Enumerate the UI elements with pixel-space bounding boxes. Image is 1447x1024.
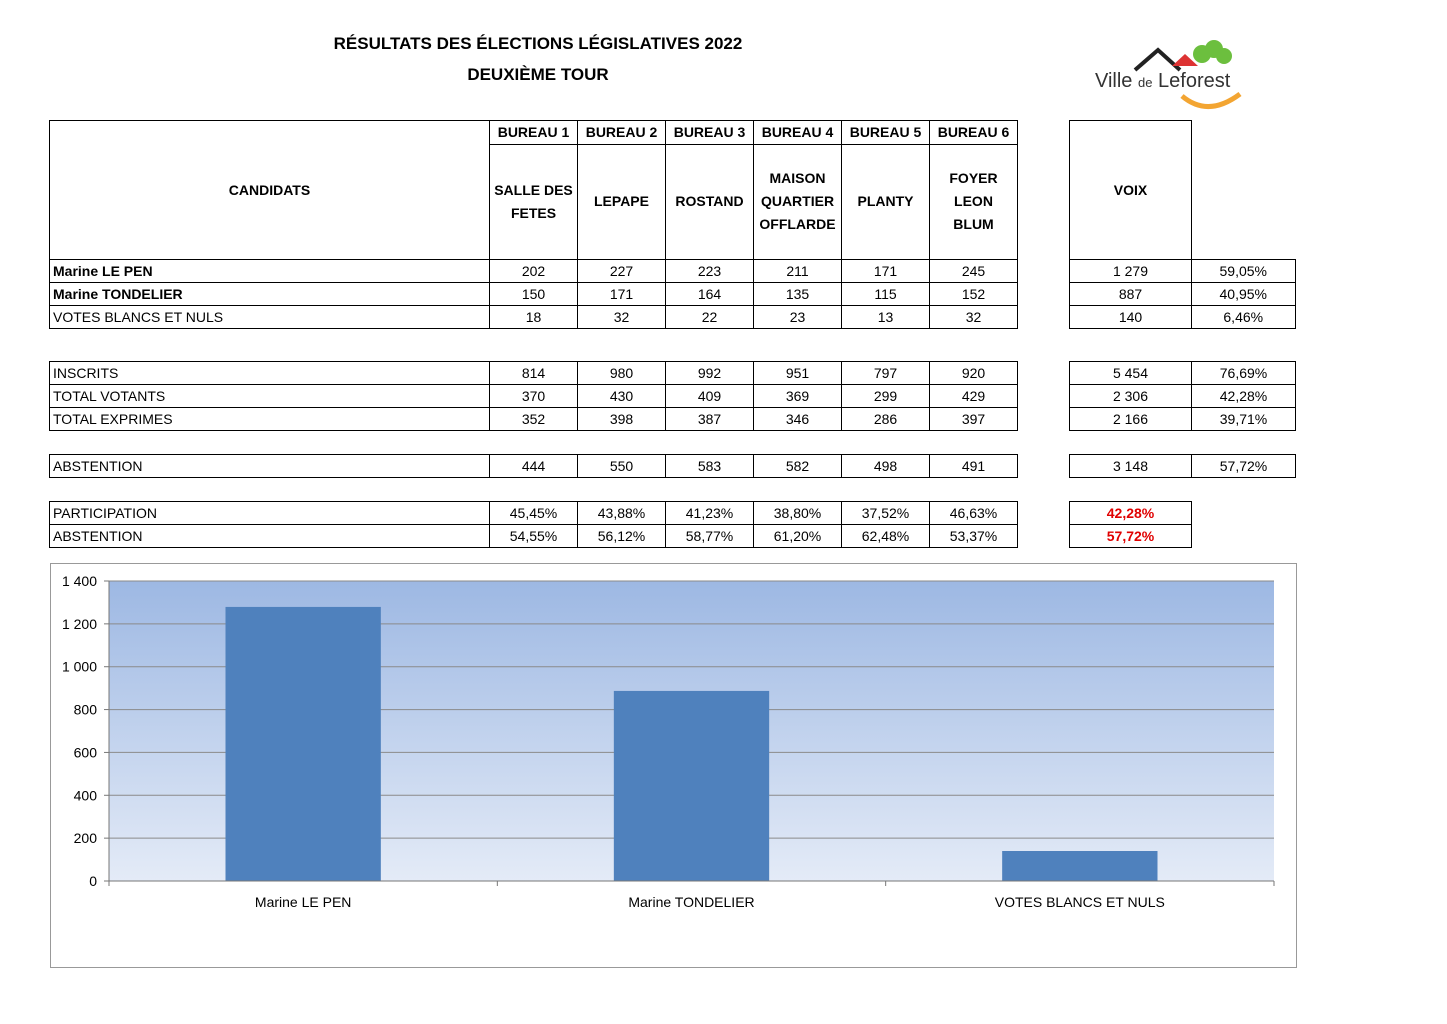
y-tick-labels bbox=[62, 573, 97, 889]
voix-rates-table bbox=[1069, 501, 1192, 548]
table-row bbox=[50, 283, 1018, 306]
x-tick-label: Marine TONDELIER bbox=[628, 894, 755, 910]
cell: 45,45% bbox=[490, 502, 578, 525]
table-row bbox=[1070, 283, 1296, 306]
bureau-6-place bbox=[930, 144, 1018, 260]
cell: 58,77% bbox=[666, 525, 754, 548]
cell: 227 bbox=[578, 260, 666, 283]
page-subtitle: DEUXIÈME TOUR bbox=[467, 65, 609, 84]
row-label: ABSTENTION bbox=[50, 455, 490, 478]
table-row bbox=[50, 525, 1018, 548]
total-cell: 2 166 bbox=[1070, 408, 1192, 431]
bureau-3-place bbox=[666, 144, 754, 260]
total-cell: 5 454 bbox=[1070, 362, 1192, 385]
bureau-2-place bbox=[578, 144, 666, 260]
cell: 429 bbox=[930, 385, 1018, 408]
bureau-1-place-l1: SALLE DES bbox=[494, 181, 573, 198]
cell: 38,80% bbox=[754, 502, 842, 525]
bar bbox=[1002, 851, 1157, 881]
bureau-4-place bbox=[754, 144, 842, 260]
candidate-label bbox=[50, 283, 490, 306]
row-label: PARTICIPATION bbox=[50, 502, 490, 525]
bureau-3-header: BUREAU 3 bbox=[666, 121, 754, 145]
results-table bbox=[49, 120, 1018, 329]
cell: 37,52% bbox=[842, 502, 930, 525]
voix-stats-table bbox=[1069, 361, 1296, 431]
bureau-4-place-l1: MAISON bbox=[769, 170, 826, 187]
bureau-1-place bbox=[490, 144, 578, 260]
row-label: TOTAL EXPRIMES bbox=[50, 408, 490, 431]
bureau-6-place-l3: BLUM bbox=[953, 216, 994, 233]
rates-table bbox=[49, 501, 1018, 548]
row-label: TOTAL VOTANTS bbox=[50, 385, 490, 408]
logo-wordmark bbox=[1095, 70, 1230, 93]
cell: 951 bbox=[754, 362, 842, 385]
y-tick-label: 1 000 bbox=[61, 658, 97, 675]
cell: 152 bbox=[930, 283, 1018, 306]
candidate-label bbox=[50, 306, 490, 329]
voix-table bbox=[1069, 120, 1296, 329]
page-title: RÉSULTATS DES ÉLECTIONS LÉGISLATIVES 2022 bbox=[333, 34, 743, 53]
table-row bbox=[1070, 408, 1296, 431]
cell: 550 bbox=[578, 455, 666, 478]
x-tick-label: Marine LE PEN bbox=[254, 894, 352, 910]
cell: 41,23% bbox=[666, 502, 754, 525]
cell: 286 bbox=[842, 408, 930, 431]
bureau-6-place-l2: LEON bbox=[954, 193, 993, 210]
cell: 223 bbox=[666, 260, 754, 283]
cell: 992 bbox=[666, 362, 754, 385]
bureau-4-header: BUREAU 4 bbox=[754, 121, 842, 145]
table-row bbox=[50, 502, 1018, 525]
total-cell: 887 bbox=[1070, 283, 1192, 306]
candidate-prefix: Marine bbox=[53, 286, 103, 302]
row-label: ABSTENTION bbox=[50, 525, 490, 548]
table-row bbox=[50, 408, 1018, 431]
cell: 150 bbox=[490, 283, 578, 306]
pct-cell: 6,46% bbox=[1192, 306, 1296, 329]
pct-cell: 39,71% bbox=[1192, 408, 1296, 431]
cell: 56,12% bbox=[578, 525, 666, 548]
cell: 980 bbox=[578, 362, 666, 385]
pct-cell: 59,05% bbox=[1192, 260, 1296, 283]
bureau-5-place-l2: PLANTY bbox=[857, 193, 914, 210]
pct-cell: 40,95% bbox=[1192, 283, 1296, 306]
y-tick-label: 1 200 bbox=[61, 615, 97, 632]
candidate-name: LE PEN bbox=[102, 263, 153, 279]
pct-cell: 57,72% bbox=[1192, 455, 1296, 478]
cell: 498 bbox=[842, 455, 930, 478]
bureau-2-place-l2: LEPAPE bbox=[594, 193, 649, 210]
participation-total: 42,28% bbox=[1070, 502, 1192, 525]
cell: 211 bbox=[754, 260, 842, 283]
y-tick-label: 800 bbox=[73, 701, 97, 718]
bar bbox=[226, 607, 381, 881]
candidate-name: VOTES BLANCS ET NULS bbox=[53, 309, 224, 325]
y-tick-label: 400 bbox=[73, 787, 97, 804]
cell: 61,20% bbox=[754, 525, 842, 548]
cell: 583 bbox=[666, 455, 754, 478]
candidats-header: CANDIDATS bbox=[50, 121, 490, 260]
bureau-5-header: BUREAU 5 bbox=[842, 121, 930, 145]
cell: 53,37% bbox=[930, 525, 1018, 548]
x-tick-label: VOTES BLANCS ET NULS bbox=[994, 894, 1165, 910]
chart-svg bbox=[51, 564, 1296, 967]
voix-abstention-table bbox=[1069, 454, 1296, 478]
table-row bbox=[1070, 502, 1192, 525]
y-tick-label: 200 bbox=[73, 830, 97, 847]
cell: 135 bbox=[754, 283, 842, 306]
cell: 115 bbox=[842, 283, 930, 306]
cell: 171 bbox=[842, 260, 930, 283]
ville-logo bbox=[1090, 40, 1290, 112]
abstention-table bbox=[49, 454, 1018, 478]
votes-bar-chart bbox=[50, 563, 1297, 968]
bureau-6-header: BUREAU 6 bbox=[930, 121, 1018, 145]
row-label: INSCRITS bbox=[50, 362, 490, 385]
cell: 430 bbox=[578, 385, 666, 408]
candidate-prefix: Marine bbox=[53, 263, 103, 279]
cell: 797 bbox=[842, 362, 930, 385]
cell: 13 bbox=[842, 306, 930, 329]
cell: 387 bbox=[666, 408, 754, 431]
table-row bbox=[50, 362, 1018, 385]
table-row bbox=[1070, 362, 1296, 385]
table-row bbox=[1070, 260, 1296, 283]
stats-table bbox=[49, 361, 1018, 431]
bureau-1-place-l2: FETES bbox=[510, 204, 557, 221]
total-cell: 2 306 bbox=[1070, 385, 1192, 408]
pct-cell: 76,69% bbox=[1192, 362, 1296, 385]
cell: 43,88% bbox=[578, 502, 666, 525]
table-row bbox=[1070, 306, 1296, 329]
total-cell: 3 148 bbox=[1070, 455, 1192, 478]
cell: 54,55% bbox=[490, 525, 578, 548]
cell: 370 bbox=[490, 385, 578, 408]
cell: 491 bbox=[930, 455, 1018, 478]
cell: 920 bbox=[930, 362, 1018, 385]
cell: 245 bbox=[930, 260, 1018, 283]
cell: 32 bbox=[578, 306, 666, 329]
pct-cell: 42,28% bbox=[1192, 385, 1296, 408]
bureau-4-place-l3: OFFLARDE bbox=[759, 216, 836, 233]
cell: 299 bbox=[842, 385, 930, 408]
table-row bbox=[50, 260, 1018, 283]
voix-header: VOIX bbox=[1070, 121, 1192, 260]
candidate-name: TONDELIER bbox=[102, 286, 183, 302]
y-tick-label: 0 bbox=[89, 873, 97, 889]
cell: 22 bbox=[666, 306, 754, 329]
y-tick-label: 1 400 bbox=[61, 573, 97, 589]
table-row bbox=[50, 455, 1018, 478]
cell: 46,63% bbox=[930, 502, 1018, 525]
y-tick-label: 600 bbox=[73, 744, 97, 761]
bureau-4-place-l2: QUARTIER bbox=[760, 193, 835, 210]
table-row bbox=[1070, 455, 1296, 478]
logo-ville: Ville bbox=[1095, 70, 1133, 92]
cell: 32 bbox=[930, 306, 1018, 329]
bar bbox=[614, 691, 769, 881]
total-cell: 1 279 bbox=[1070, 260, 1192, 283]
cell: 582 bbox=[754, 455, 842, 478]
voix-header-spacer bbox=[1192, 121, 1296, 260]
table-row bbox=[50, 385, 1018, 408]
cell: 444 bbox=[490, 455, 578, 478]
cell: 814 bbox=[490, 362, 578, 385]
cell: 202 bbox=[490, 260, 578, 283]
bureau-1-header: BUREAU 1 bbox=[490, 121, 578, 145]
cell: 398 bbox=[578, 408, 666, 431]
cell: 62,48% bbox=[842, 525, 930, 548]
table-row bbox=[1070, 385, 1296, 408]
bureau-5-place bbox=[842, 144, 930, 260]
cell: 346 bbox=[754, 408, 842, 431]
table-row bbox=[50, 306, 1018, 329]
cell: 18 bbox=[490, 306, 578, 329]
abstention-total: 57,72% bbox=[1070, 525, 1192, 548]
candidate-label bbox=[50, 260, 490, 283]
cell: 352 bbox=[490, 408, 578, 431]
logo-de: de bbox=[1138, 75, 1153, 90]
bureau-2-header: BUREAU 2 bbox=[578, 121, 666, 145]
cell: 171 bbox=[578, 283, 666, 306]
logo-name: Leforest bbox=[1158, 70, 1231, 92]
cell: 409 bbox=[666, 385, 754, 408]
total-cell: 140 bbox=[1070, 306, 1192, 329]
cell: 397 bbox=[930, 408, 1018, 431]
bureau-6-place-l1: FOYER bbox=[949, 170, 998, 187]
bureau-3-place-l2: ROSTAND bbox=[675, 193, 744, 210]
cell: 369 bbox=[754, 385, 842, 408]
x-tick-labels bbox=[255, 894, 1165, 910]
cell: 23 bbox=[754, 306, 842, 329]
table-row bbox=[1070, 525, 1192, 548]
cell: 164 bbox=[666, 283, 754, 306]
